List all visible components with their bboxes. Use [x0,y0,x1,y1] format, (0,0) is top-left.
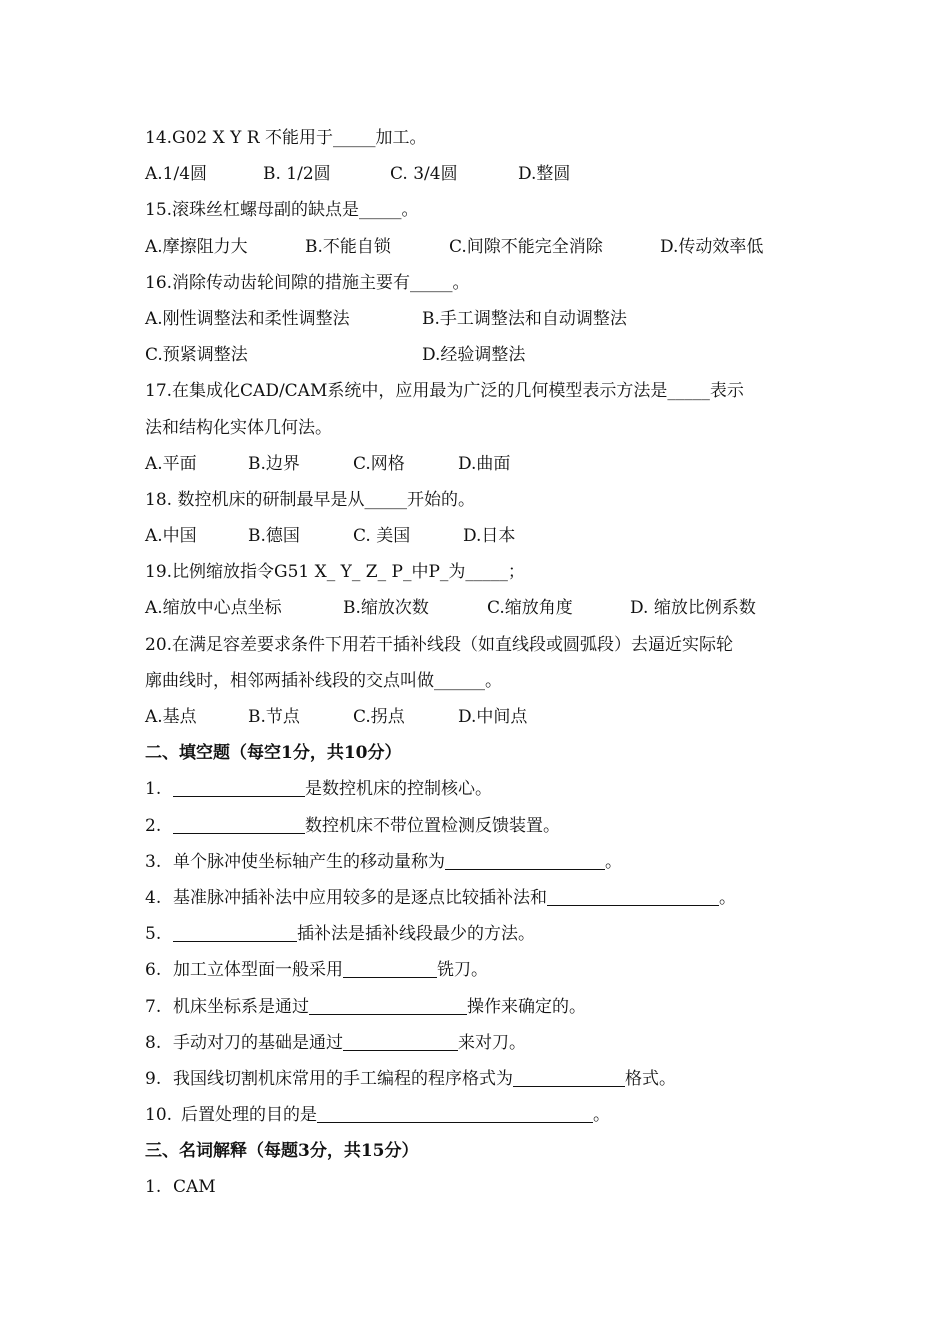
option-b: B.手工调整法和自动调整法 [422,308,627,329]
item-text: 我国线切割机床常用的手工编程的程序格式为 [173,1068,513,1089]
option-c: C.预紧调整法 [145,345,248,366]
answer-blank [445,849,605,870]
fill-item-10 [145,1097,825,1133]
fill-item-1 [145,771,825,807]
fill-item-5 [145,916,825,952]
question-15: 15.滚珠丝杠螺母副的缺点是_____。 [145,200,419,221]
item-text: 插补法是插补线段最少的方法。 [297,924,535,945]
option-c: C.缩放角度 [487,598,573,619]
question-17-options [145,446,825,482]
item-number: 1. [145,1177,162,1198]
item-text-end: 。 [605,851,622,872]
document-page [145,120,825,1206]
option-c: C.网格 [353,453,405,474]
question-14-options [145,156,825,192]
question-19: 19.比例缩放指令G51 X_ Y_ Z_ P_中P_为_____； [145,562,525,583]
option-d: D.整圆 [518,164,571,185]
item-text: 手动对刀的基础是通过 [173,1032,343,1053]
answer-blank [309,994,467,1015]
fill-item-9 [145,1061,825,1097]
option-a: A.平面 [145,453,197,474]
answer-blank [173,921,297,942]
answer-blank [317,1102,593,1123]
item-number: 9. [145,1068,162,1089]
option-c: C.拐点 [353,707,405,727]
question-14: 14.G02 X Y R 不能用于_____加工。 [145,128,427,148]
term-item-1 [145,1169,825,1205]
option-d: D.日本 [463,526,516,547]
item-text: 单个脉冲使坐标轴产生的移动量称为 [173,851,445,872]
question-18: 18. 数控机床的研制最早是从_____开始的。 [145,489,475,510]
item-number: 6. [145,960,162,981]
item-text-end: 操作来确定的。 [467,996,586,1017]
answer-blank [547,885,719,906]
question-17-line1: 17.在集成化CAD/CAM系统中，应用最为广泛的几何模型表示方法是_____表示 [145,381,744,402]
item-text-end: 格式。 [625,1068,676,1089]
answer-blank [513,1066,625,1087]
option-c: C. 美国 [353,526,411,547]
fill-item-6 [145,952,825,988]
question-15-options [145,229,825,265]
option-d: D.中间点 [458,707,528,727]
option-c: C.间隙不能完全消除 [449,236,603,257]
fill-item-4 [145,880,825,916]
item-number: 8. [145,1032,162,1053]
option-a: A.1/4圆 [145,164,208,185]
option-a: A.摩擦阻力大 [145,236,248,257]
section-2-heading: 二、填空题（每空1分，共10分） [145,743,402,764]
item-text: 是数控机床的控制核心。 [305,779,492,800]
item-text: 基准脉冲插补法中应用较多的是逐点比较插补法和 [173,887,547,908]
option-d: D. 缩放比例系数 [630,598,756,619]
question-20-line1: 20.在满足容差要求条件下用若干插补线段（如直线段或圆弧段）去逼近实际轮 [145,634,734,655]
option-a: A.基点 [145,707,197,727]
option-b: B.缩放次数 [343,598,429,619]
option-d: D.曲面 [458,453,511,474]
question-20-line2: 廓曲线时，相邻两插补线段的交点叫做______。 [145,670,502,691]
item-text-end: 来对刀。 [458,1032,526,1053]
item-text: 后置处理的目的是 [181,1105,317,1126]
item-text-end: 。 [593,1105,610,1126]
option-b: B.节点 [248,707,300,727]
fill-item-7 [145,989,825,1025]
question-16-options-row1 [145,301,825,337]
fill-item-2 [145,808,825,844]
item-text: 数控机床不带位置检测反馈装置。 [305,815,560,836]
answer-blank [343,957,437,978]
item-text-end: 铣刀。 [437,960,488,981]
section-3-heading: 三、名词解释（每题3分，共15分） [145,1141,419,1162]
fill-item-8 [145,1025,825,1061]
option-b: B.德国 [248,526,300,547]
option-b: B. 1/2圆 [263,164,331,185]
question-16: 16.消除传动齿轮间隙的措施主要有_____。 [145,272,470,293]
item-number: 3. [145,851,162,872]
option-d: D.经验调整法 [422,345,526,366]
term-text: CAM [173,1177,216,1198]
answer-blank [173,776,305,797]
option-d: D.传动效率低 [660,236,764,257]
item-number: 2. [145,815,162,836]
item-text: 加工立体型面一般采用 [173,960,343,981]
question-20-options [145,699,825,735]
item-number: 4. [145,887,162,908]
option-b: B.不能自锁 [305,236,391,257]
item-number: 10. [145,1105,173,1126]
answer-blank [173,813,305,834]
item-text-end: 。 [719,887,736,908]
option-a: A.刚性调整法和柔性调整法 [145,308,350,329]
item-number: 1. [145,779,162,800]
question-16-options-row2 [145,337,825,373]
question-19-options [145,590,825,626]
answer-blank [343,1030,458,1051]
question-17-line2: 法和结构化实体几何法。 [145,417,332,438]
option-a: A.缩放中心点坐标 [145,598,282,619]
option-a: A.中国 [145,526,197,547]
option-b: B.边界 [248,453,300,474]
item-number: 5. [145,924,162,945]
question-18-options [145,518,825,554]
option-c: C. 3/4圆 [390,164,458,185]
item-text: 机床坐标系是通过 [173,996,309,1017]
item-number: 7. [145,996,162,1017]
fill-item-3 [145,844,825,880]
